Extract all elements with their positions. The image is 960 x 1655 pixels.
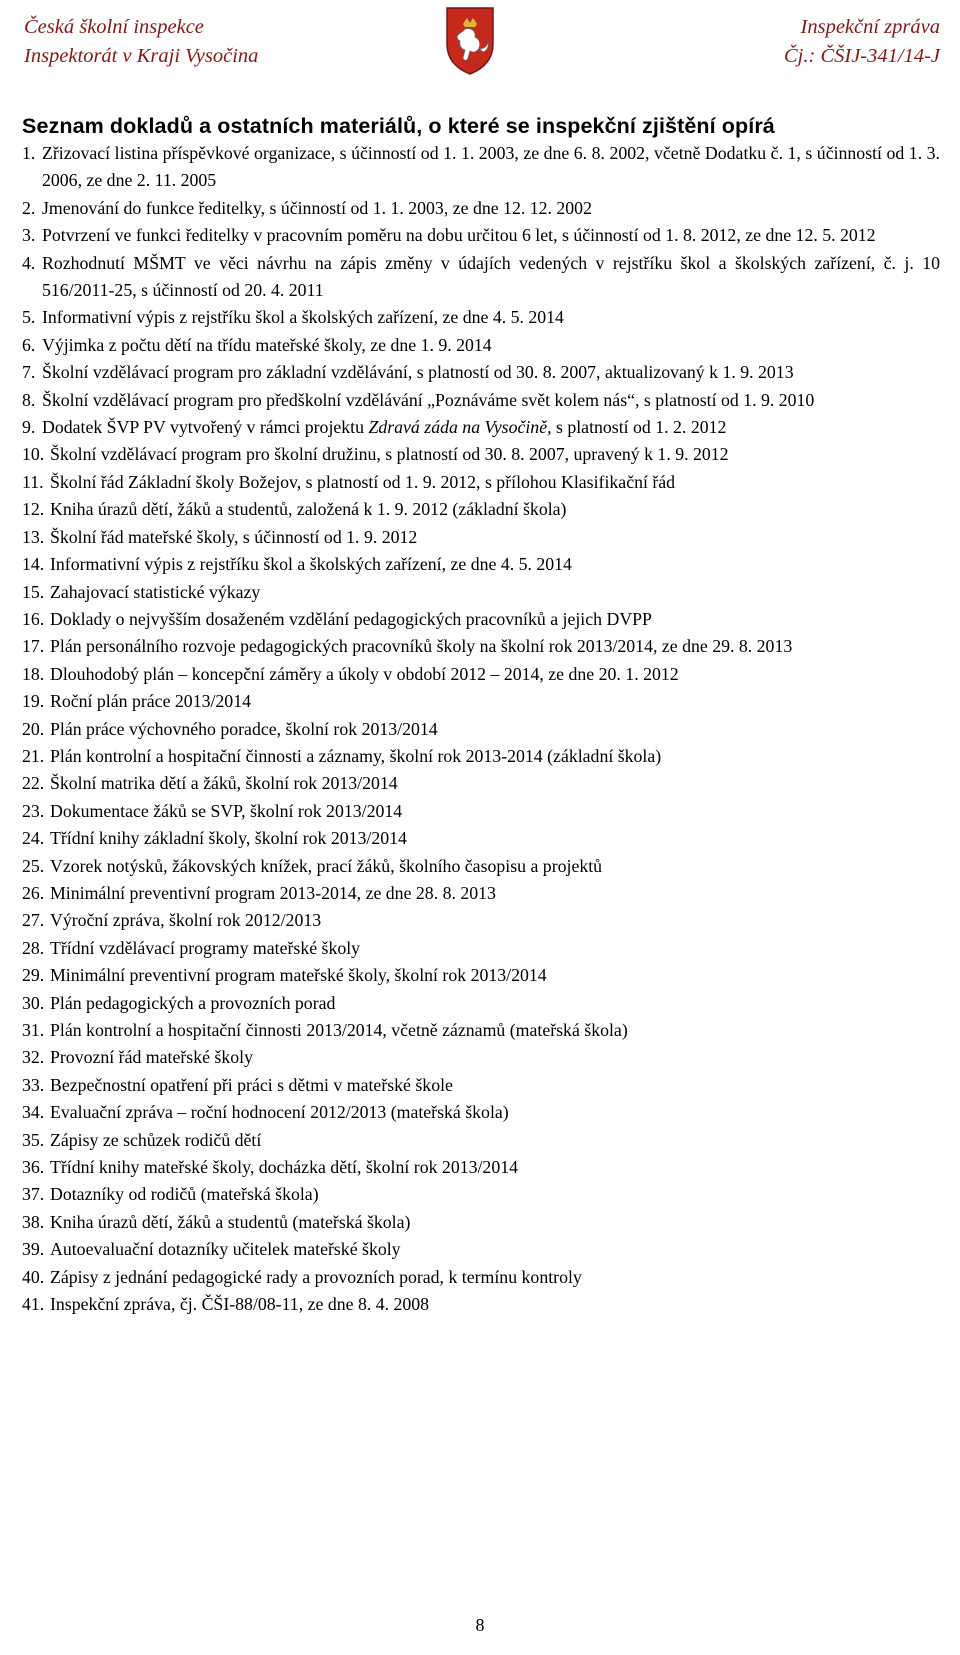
list-item xyxy=(22,798,940,825)
list-item-text: Dotazníky od rodičů (mateřská škola) xyxy=(50,1184,319,1205)
list-item-number: 24. xyxy=(22,828,45,849)
list-item-text: Zřizovací listina příspěvkové organizace, s účinností od 1. 1. 2003, ze dne 6. 8. 2002, včetně Dodatku č. 1, s účinností od 1. 3. 2006, ze dne 2. 11. 2005 xyxy=(42,143,940,191)
list-item-number: 7. xyxy=(22,362,36,383)
list-item-number: 9. xyxy=(22,417,36,438)
list-item-text: Inspekční zpráva, čj. ČŠI-88/08-11, ze dne 8. 4. 2008 xyxy=(50,1294,430,1315)
list-item-number: 21. xyxy=(22,745,45,766)
list-item xyxy=(22,990,940,1017)
list-item-text: Autoevaluační dotazníky učitelek mateřské školy xyxy=(50,1239,401,1260)
list-item-number: 35. xyxy=(22,1129,45,1150)
list-item xyxy=(22,195,940,222)
list-item-number: 27. xyxy=(22,910,45,931)
list-item xyxy=(22,332,940,359)
list-item-text: Plán kontrolní a hospitační činnosti a záznamy, školní rok 2013-2014 (základní škola) xyxy=(50,745,662,766)
list-item-text: Minimální preventivní program mateřské školy, školní rok 2013/2014 xyxy=(50,965,547,986)
list-item xyxy=(22,606,940,633)
list-item-number: 13. xyxy=(22,526,45,547)
list-item-number: 30. xyxy=(22,992,45,1013)
list-item-text: Školní řád Základní školy Božejov, s platností od 1. 9. 2012, s přílohou Klasifikační řád xyxy=(50,471,676,492)
list-item xyxy=(22,222,940,249)
list-item-text: Provozní řád mateřské školy xyxy=(50,1047,253,1068)
list-item xyxy=(22,496,940,523)
list-item-text: Dokumentace žáků se SVP, školní rok 2013/2014 xyxy=(50,800,403,821)
list-item-text: Třídní knihy mateřské školy, docházka dětí, školní rok 2013/2014 xyxy=(50,1157,518,1178)
list-item-number: 41. xyxy=(22,1294,45,1315)
list-item-text: Školní vzdělávací program pro základní vzdělávání, s platností od 30. 8. 2007, aktualizovaný k 1. 9. 2013 xyxy=(42,362,794,383)
list-item-number: 39. xyxy=(22,1239,45,1260)
list-item-text: Vzorek notýsků, žákovských knížek, prací žáků, školního časopisu a projektů xyxy=(50,855,603,876)
list-item xyxy=(22,1291,940,1318)
list-item-text: Jmenování do funkce ředitelky, s účinností od 1. 1. 2003, ze dne 12. 12. 2002 xyxy=(42,197,592,218)
list-item-number: 1. xyxy=(22,143,36,163)
list-item-text: Minimální preventivní program 2013-2014, ze dne 28. 8. 2013 xyxy=(50,882,496,903)
list-item-text: Plán práce výchovného poradce, školní rok 2013/2014 xyxy=(50,718,438,739)
list-item xyxy=(22,1072,940,1099)
list-item xyxy=(22,359,940,386)
list-item-text: Plán pedagogických a provozních porad xyxy=(50,992,336,1013)
list-item-text: Kniha úrazů dětí, žáků a studentů (mateřská škola) xyxy=(50,1211,411,1232)
list-item-number: 38. xyxy=(22,1211,45,1232)
list-item-text: Potvrzení ve funkci ředitelky v pracovním poměru na dobu určitou 6 let, s účinností od 1. 8. 2012, ze dne 12. 5. 2012 xyxy=(42,225,876,246)
list-item-text: Školní matrika dětí a žáků, školní rok 2013/2014 xyxy=(50,773,398,794)
coat-of-arms-icon xyxy=(443,4,497,76)
list-item-number: 18. xyxy=(22,663,45,684)
list-item-text: Doklady o nejvyšším dosaženém vzdělání pedagogických pracovníků a jejich DVPP xyxy=(50,608,652,629)
list-item-text: Dlouhodobý plán – koncepční záměry a úkoly v období 2012 – 2014, ze dne 20. 1. 2012 xyxy=(50,663,679,684)
list-item-text: Třídní knihy základní školy, školní rok 2013/2014 xyxy=(50,828,407,849)
list-item xyxy=(22,825,940,852)
list-item-text: Školní řád mateřské školy, s účinností od 1. 9. 2012 xyxy=(50,526,418,547)
list-item xyxy=(22,250,940,305)
list-item xyxy=(22,1209,940,1236)
list-item-number: 40. xyxy=(22,1266,45,1287)
list-item-text: Školní vzdělávací program pro předškolní vzdělávání „Poznáváme svět kolem nás“, s platností od 1. 9. 2010 xyxy=(42,389,815,410)
list-item-number: 33. xyxy=(22,1074,45,1095)
list-item-text: Třídní vzdělávací programy mateřské školy xyxy=(50,937,361,958)
list-item-text: Výjimka z počtu dětí na třídu mateřské školy, ze dne 1. 9. 2014 xyxy=(42,334,492,355)
list-item-text: Bezpečnostní opatření při práci s dětmi v mateřské škole xyxy=(50,1074,453,1095)
list-item-text: Školní vzdělávací program pro školní družinu, s platností od 30. 8. 2007, upravený k 1. 9. 2012 xyxy=(50,444,729,465)
list-item xyxy=(22,716,940,743)
list-item-number: 36. xyxy=(22,1157,45,1178)
list-item-number: 25. xyxy=(22,855,45,876)
list-item-number: 2. xyxy=(22,197,36,218)
document-list xyxy=(22,140,940,1318)
header-left xyxy=(24,13,258,71)
inspectorate-name: Inspektorát v Kraji Vysočina xyxy=(24,45,259,67)
list-item-number: 5. xyxy=(22,307,36,328)
page-title: Seznam dokladů a ostatních materiálů, o které se inspekční zjištění opírá xyxy=(22,113,775,138)
list-item-text: Plán kontrolní a hospitační činnosti 2013/2014, včetně záznamů (mateřská škola) xyxy=(50,1020,628,1040)
list-item-number: 29. xyxy=(22,965,45,986)
list-item-text: Informativní výpis z rejstříku škol a školských zařízení, ze dne 4. 5. 2014 xyxy=(42,307,564,328)
list-item xyxy=(22,524,940,551)
list-item xyxy=(22,441,940,468)
list-item xyxy=(22,907,940,934)
list-item xyxy=(22,688,940,715)
list-item-number: 37. xyxy=(22,1184,45,1205)
list-item xyxy=(22,1017,940,1044)
list-item xyxy=(22,414,940,441)
institution-name: Česká školní inspekce xyxy=(24,16,204,38)
report-type: Inspekční zpráva xyxy=(800,16,940,38)
list-item xyxy=(22,743,940,770)
list-item-number: 23. xyxy=(22,800,45,821)
list-item-text: Informativní výpis z rejstříku škol a školských zařízení, ze dne 4. 5. 2014 xyxy=(50,554,572,575)
list-item xyxy=(22,140,940,195)
list-item-text: Výroční zpráva, školní rok 2012/2013 xyxy=(50,910,322,931)
list-item-text: s platností od 1. 2. 2012 xyxy=(551,417,727,438)
list-item-number: 3. xyxy=(22,225,36,246)
list-item-text: Dodatek ŠVP PV vytvořený v rámci projektu xyxy=(42,417,369,438)
list-item xyxy=(22,1236,940,1263)
list-item xyxy=(22,387,940,414)
list-item xyxy=(22,469,940,496)
project-name: Zdravá záda na Vysočině, xyxy=(368,417,552,438)
list-item xyxy=(22,962,940,989)
list-item-number: 14. xyxy=(22,554,45,575)
list-item-number: 16. xyxy=(22,608,45,629)
list-item xyxy=(22,853,940,880)
list-item xyxy=(22,1154,940,1181)
list-item-text: Evaluační zpráva – roční hodnocení 2012/2013 (mateřská škola) xyxy=(50,1102,509,1123)
list-item xyxy=(22,551,940,578)
list-item-number: 10. xyxy=(22,444,45,465)
list-item-number: 6. xyxy=(22,334,36,355)
list-item xyxy=(22,1264,940,1291)
list-item xyxy=(22,633,940,660)
list-item-text: Rozhodnutí MŠMT ve věci návrhu na zápis změny v údajích vedených v rejstříku škol a školských zařízení, č. j. 10 516/2011-25, s účinností od 20. 4. 2011 xyxy=(42,252,940,301)
list-item-text: Kniha úrazů dětí, žáků a studentů, založená k 1. 9. 2012 (základní škola) xyxy=(50,499,567,520)
list-item-number: 17. xyxy=(22,636,45,657)
list-item-number: 20. xyxy=(22,718,45,739)
list-item xyxy=(22,1127,940,1154)
page-number: 8 xyxy=(475,1615,485,1635)
list-item xyxy=(22,880,940,907)
list-item-number: 8. xyxy=(22,389,36,410)
list-item-number: 11. xyxy=(22,471,44,492)
list-item xyxy=(22,935,940,962)
list-item-number: 34. xyxy=(22,1102,45,1123)
list-item-number: 22. xyxy=(22,773,45,794)
list-item xyxy=(22,304,940,331)
reference-number: Čj.: ČŠIJ-341/14-J xyxy=(784,45,940,67)
list-item xyxy=(22,1044,940,1071)
list-item-number: 4. xyxy=(22,252,36,273)
list-item-number: 15. xyxy=(22,581,45,602)
list-item-number: 19. xyxy=(22,691,45,712)
list-item xyxy=(22,661,940,688)
list-item-text: Zahajovací statistické výkazy xyxy=(50,581,261,602)
list-item-number: 31. xyxy=(22,1020,45,1040)
list-item xyxy=(22,770,940,797)
list-item-number: 28. xyxy=(22,937,45,958)
page-header xyxy=(0,0,960,90)
list-item-number: 32. xyxy=(22,1047,45,1068)
list-item-text: Plán personálního rozvoje pedagogických pracovníků školy na školní rok 2013/2014, ze dne 29. 8. 2013 xyxy=(50,636,793,657)
list-item-text: Zápisy ze schůzek rodičů dětí xyxy=(50,1129,262,1150)
list-item-text: Zápisy z jednání pedagogické rady a provozních porad, k termínu kontroly xyxy=(50,1266,582,1287)
header-right xyxy=(784,13,940,71)
list-item xyxy=(22,579,940,606)
list-item-number: 26. xyxy=(22,882,45,903)
list-item-text: Roční plán práce 2013/2014 xyxy=(50,691,251,712)
list-item xyxy=(22,1099,940,1126)
list-item-number: 12. xyxy=(22,499,45,520)
list-item xyxy=(22,1181,940,1208)
